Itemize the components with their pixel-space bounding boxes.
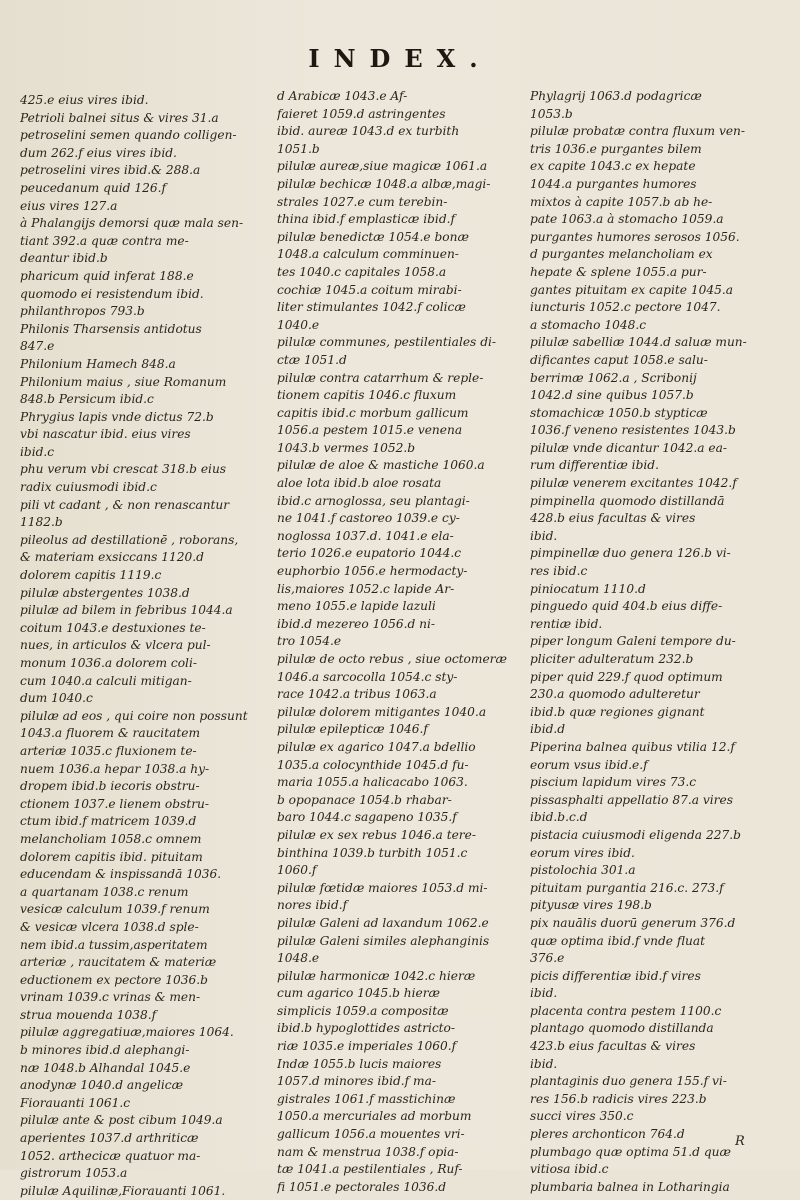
index-entry-line: tro 1054.e bbox=[277, 634, 342, 649]
index-entry-line: ex capite 1043.c ex hepate bbox=[530, 159, 696, 174]
index-entry-line: aperientes 1037.d arthriticæ bbox=[20, 1131, 199, 1146]
index-entry-line: rentiæ ibid. bbox=[530, 616, 603, 631]
index-entry-line: tes 1040.c capitales 1058.a bbox=[277, 264, 447, 279]
index-entry-line: eorum vsus ibid.e.f bbox=[530, 757, 648, 772]
index-entry-line: piper longum Galeni tempore du- bbox=[530, 634, 736, 649]
index-entry-line: dropem ibid.b iecoris obstru- bbox=[20, 779, 200, 794]
index-entry-line: gistrorum 1053.a bbox=[20, 1166, 128, 1181]
index-entry-line: nues, in articulos & vlcera pul- bbox=[20, 638, 211, 653]
index-entry-line: purgantes humores serosos 1056. bbox=[530, 229, 740, 244]
index-entry-line: 1048.e bbox=[277, 951, 320, 966]
index-entry-line: res ibid.c bbox=[530, 564, 588, 579]
index-entry-line: pilulæ ex sex rebus 1046.a tere- bbox=[277, 827, 476, 842]
index-entry-line: pilulæ harmonicæ 1042.c hieræ bbox=[277, 968, 476, 983]
index-entry-line: euphorbio 1056.e hermodacty- bbox=[277, 564, 468, 579]
index-entry-line: gallicum 1056.a mouentes vri- bbox=[277, 1127, 465, 1142]
index-entry-line: nam & menstrua 1038.f opia- bbox=[277, 1144, 459, 1159]
index-entry-line: 1051.b bbox=[277, 141, 320, 156]
index-entry-line: 1182.b bbox=[20, 515, 63, 530]
index-entry-line: pilulæ dolorem mitigantes 1040.a bbox=[277, 704, 487, 719]
index-entry-line: pharicum quid inferat 188.e bbox=[20, 268, 194, 283]
index-entry-line: 1057.d minores ibid.f ma- bbox=[277, 1074, 436, 1089]
index-entry-line: plantago quomodo distillanda bbox=[530, 1021, 714, 1036]
index-entry-line: pinguedo quid 404.b eius diffe- bbox=[530, 599, 723, 614]
index-entry-line: mixtos à capite 1057.b ab he- bbox=[530, 194, 713, 209]
index-entry-line: terio 1026.e eupatorio 1044.c bbox=[277, 546, 462, 561]
index-entry-line: piniocatum 1110.d bbox=[530, 581, 646, 596]
index-entry-line: monum 1036.a dolorem coli- bbox=[20, 656, 197, 670]
index-entry-line: 1043.a fluorem & raucitatem bbox=[20, 726, 201, 741]
index-entry-line: 1043.b vermes 1052.b bbox=[277, 440, 416, 455]
index-entry-line: nuem 1036.a hepar 1038.a hy- bbox=[20, 761, 210, 776]
index-column-right bbox=[530, 88, 776, 1196]
index-entry-line: nem ibid.a tussim,asperitatem bbox=[20, 937, 208, 952]
index-entry-line: pate 1063.a à stomacho 1059.a bbox=[530, 212, 724, 227]
index-entry-line: ctionem 1037.e lienem obstru- bbox=[20, 796, 210, 811]
index-entry-line: anodynæ 1040.d angelicæ bbox=[20, 1078, 184, 1093]
index-entry-line: hepate & splene 1055.a pur- bbox=[530, 264, 707, 279]
index-entry-line: gantes pituitam ex capite 1045.a bbox=[530, 282, 733, 297]
index-entry-line: pilulæ aureæ,siue magicæ 1061.a bbox=[277, 159, 488, 174]
index-entry-line: pilulæ bechicæ 1048.a albæ,magi- bbox=[277, 176, 491, 191]
index-entry-line: ne 1041.f castoreo 1039.e cy- bbox=[277, 511, 460, 526]
index-entry-line: ibid.d bbox=[530, 722, 566, 737]
index-entry-line: 848.b Persicum ibid.c bbox=[20, 392, 154, 407]
index-entry-line: pistacia cuiusmodi eligenda 227.b bbox=[530, 827, 741, 842]
index-entry-line: dolorem capitis ibid. pituitam bbox=[20, 849, 203, 864]
index-entry-line: liter stimulantes 1042.f colicæ bbox=[277, 300, 466, 315]
index-entry-line: iuncturis 1052.c pectore 1047. bbox=[530, 300, 721, 315]
index-entry-line: pilulæ Galeni ad laxandum 1062.e bbox=[277, 915, 489, 930]
index-entry-line: ibid.b quæ regiones gignant bbox=[530, 704, 705, 719]
index-entry-line: pilulæ aggregatiuæ,maiores 1064. bbox=[20, 1025, 234, 1040]
index-entry-line: a stomacho 1048.c bbox=[530, 317, 647, 332]
page-title: INDEX. bbox=[308, 44, 492, 73]
index-entry-line: fi 1051.e pectorales 1036.d bbox=[277, 1179, 447, 1194]
index-entry-line: race 1042.a tribus 1063.a bbox=[277, 687, 437, 702]
index-entry-line: simplicis 1059.a compositæ bbox=[277, 1003, 449, 1018]
index-entry-line: plantaginis duo genera 155.f vi- bbox=[530, 1074, 727, 1089]
index-entry-line: ibid. bbox=[530, 986, 558, 1001]
index-entry-line: 376.e bbox=[530, 951, 565, 966]
index-entry-line: thina ibid.f emplasticæ ibid.f bbox=[277, 212, 456, 227]
index-entry-line: pimpinella quomodo distillandā bbox=[530, 493, 725, 508]
index-entry-line: pityusæ vires 198.b bbox=[530, 898, 652, 913]
index-entry-line: ibid.b.c.d bbox=[530, 810, 588, 825]
index-entry-line: 1050.a mercuriales ad morbum bbox=[277, 1109, 472, 1124]
index-entry-line: eius vires 127.a bbox=[20, 198, 118, 213]
index-entry-line: binthina 1039.b turbith 1051.c bbox=[277, 845, 468, 860]
index-entry-line: capitis ibid.c morbum gallicum bbox=[277, 405, 469, 420]
index-entry-line: ibid.c bbox=[20, 444, 55, 459]
index-entry-line: pilulæ de octo rebus , siue octomeræ bbox=[277, 652, 507, 666]
index-entry-line: pilulæ ex agarico 1047.a bdellio bbox=[277, 739, 476, 754]
index-entry-line: vrinam 1039.c vrinas & men- bbox=[20, 990, 201, 1005]
index-entry-line: pilulæ contra catarrhum & reple- bbox=[277, 370, 484, 385]
index-entry-line: pimpinellæ duo genera 126.b vi- bbox=[530, 546, 731, 561]
index-entry-line: pilulæ epilepticæ 1046.f bbox=[277, 722, 428, 737]
index-column-left bbox=[20, 92, 266, 1200]
index-entry-line: phu verum vbi crescat 318.b eius bbox=[20, 462, 227, 477]
index-entry-line: Philonium maius , siue Romanum bbox=[20, 374, 227, 389]
index-entry-line: tæ 1041.a pestilentiales , Ruf- bbox=[277, 1162, 463, 1177]
index-entry-line: placenta contra pestem 1100.c bbox=[530, 1003, 722, 1018]
index-entry-line: pilulæ abstergentes 1038.d bbox=[20, 585, 190, 600]
index-entry-line: piper quid 229.f quod optimum bbox=[530, 669, 723, 684]
index-entry-line: pistolochia 301.a bbox=[530, 863, 636, 878]
index-entry-line: tiant 392.a quæ contra me- bbox=[20, 233, 189, 248]
index-entry-line: faieret 1059.d astringentes bbox=[277, 106, 446, 121]
index-entry-line: ibid.c arnoglossa, seu plantagi- bbox=[277, 493, 470, 508]
index-column-middle bbox=[277, 88, 523, 1196]
index-entry-line: 230.a quomodo adulteretur bbox=[530, 687, 700, 702]
index-entry-line: 847.e bbox=[20, 339, 55, 354]
index-entry-line: tris 1036.e purgantes bilem bbox=[530, 141, 702, 156]
index-entry-line: ibid.b hypoglottides astricto- bbox=[277, 1021, 456, 1036]
index-entry-line: dificantes caput 1058.e salu- bbox=[530, 352, 708, 367]
index-entry-line: petroselini semen quando colligen- bbox=[20, 128, 237, 143]
index-entry-line: b minores ibid.d alephangi- bbox=[20, 1043, 190, 1058]
index-entry-line: deantur ibid.b bbox=[20, 251, 108, 266]
index-entry-line: Philonium Hamech 848.a bbox=[20, 356, 176, 371]
index-entry-line: coitum 1043.e destuxiones te- bbox=[20, 620, 206, 635]
index-entry-line: philanthropos 793.b bbox=[20, 304, 145, 319]
index-entry-line: 1035.a colocynthide 1045.d fu- bbox=[277, 757, 469, 772]
index-entry-line: pilulæ fœtidæ maiores 1053.d mi- bbox=[277, 880, 488, 895]
index-entry-line: berrimæ 1062.a , Scribonij bbox=[530, 370, 697, 385]
index-entry-line: 1060.f bbox=[277, 863, 317, 878]
index-entry-line: nores ibid.f bbox=[277, 898, 348, 913]
index-entry-line: 425.e eius vires ibid. bbox=[20, 93, 149, 107]
index-entry-line: pilulæ communes, pestilentiales di- bbox=[277, 335, 497, 350]
index-entry-line: ctæ 1051.d bbox=[277, 352, 347, 367]
index-entry-line: ibid. aureæ 1043.d ex turbith bbox=[277, 124, 460, 139]
index-entry-line: 1048.a calculum comminuen- bbox=[277, 247, 459, 262]
index-entry-line: res 156.b radicis vires 223.b bbox=[530, 1091, 707, 1106]
index-entry-line: meno 1055.e lapide lazuli bbox=[277, 599, 436, 614]
index-entry-line: pileolus ad destillationē , roborans, bbox=[20, 532, 239, 547]
index-entry-line: d Arabicæ 1043.e Af- bbox=[277, 89, 408, 103]
index-entry-line: Phrygius lapis vnde dictus 72.b bbox=[20, 409, 214, 424]
index-entry-line: pilulæ ante & post cibum 1049.a bbox=[20, 1113, 223, 1128]
index-entry-line: dum 1040.c bbox=[20, 691, 93, 706]
index-entry-line: tionem capitis 1046.c fluxum bbox=[277, 388, 457, 403]
index-entry-line: baro 1044.c sagapeno 1035.f bbox=[277, 810, 457, 825]
index-entry-line: ibid.d mezereo 1056.d ni- bbox=[277, 616, 436, 631]
index-entry-line: arteriæ 1035.c fluxionem te- bbox=[20, 743, 197, 758]
index-entry-line: ctum ibid.f matricem 1039.d bbox=[20, 814, 197, 829]
index-entry-line: peucedanum quid 126.f bbox=[20, 180, 166, 195]
index-entry-line: quomodo ei resistendum ibid. bbox=[20, 286, 204, 301]
index-entry-line: 1046.a sarcocolla 1054.c sty- bbox=[277, 669, 458, 684]
index-entry-line: radix cuiusmodi ibid.c bbox=[20, 480, 157, 495]
index-entry-line: riæ 1035.e imperiales 1060.f bbox=[277, 1039, 457, 1054]
index-entry-line: & materiam exsiccans 1120.d bbox=[20, 550, 204, 565]
index-entry-line: Fiorauanti 1061.c bbox=[20, 1095, 131, 1110]
index-entry-line: pituitam purgantia 216.c. 273.f bbox=[530, 880, 724, 895]
index-entry-line: petroselini vires ibid.& 288.a bbox=[20, 163, 201, 178]
index-entry-line: vitiosa ibid.c bbox=[530, 1162, 609, 1177]
index-entry-line: dum 262.f eius vires ibid. bbox=[20, 145, 177, 160]
index-entry-line: pleres archonticon 764.d bbox=[530, 1127, 685, 1142]
index-entry-line: a quartanam 1038.c renum bbox=[20, 884, 189, 899]
index-entry-line: eorum vires ibid. bbox=[530, 845, 635, 860]
index-entry-line: piscium lapidum vires 73.c bbox=[530, 775, 697, 790]
index-entry-line: dolorem capitis 1119.c bbox=[20, 568, 162, 583]
index-entry-line: rum differentiæ ibid. bbox=[530, 458, 659, 473]
index-entry-line: pilulæ Aquilinæ,Fiorauanti 1061. bbox=[20, 1183, 226, 1198]
index-entry-line: 428.b eius facultas & vires bbox=[530, 511, 696, 526]
index-entry-line: vesicæ calculum 1039.f renum bbox=[20, 902, 210, 917]
index-entry-line: pliciter adulteratum 232.b bbox=[530, 652, 694, 666]
index-entry-line: 1053.b bbox=[530, 106, 573, 121]
index-entry-line: cum agarico 1045.b hieræ bbox=[277, 986, 441, 1001]
index-entry-line: pilulæ probatæ contra fluxum ven- bbox=[530, 124, 746, 139]
index-entry-line: arteriæ , raucitatem & materiæ bbox=[20, 955, 217, 970]
index-entry-line: pilulæ de aloe & mastiche 1060.a bbox=[277, 458, 485, 473]
index-entry-line: eductionem ex pectore 1036.b bbox=[20, 972, 208, 987]
index-entry-line: 1044.a purgantes humores bbox=[530, 176, 697, 191]
index-entry-line: plumbago quæ optima 51.d quæ bbox=[530, 1144, 731, 1159]
index-entry-line: noglossa 1037.d. 1041.e ela- bbox=[277, 528, 454, 543]
index-entry-line: ibid. bbox=[530, 1056, 558, 1071]
index-entry-line: quæ optima ibid.f vnde fluat bbox=[530, 933, 706, 948]
index-entry-line: pilulæ ad bilem in febribus 1044.a bbox=[20, 603, 233, 618]
index-entry-line: 1036.f veneno resistentes 1043.b bbox=[530, 423, 736, 438]
index-entry-line: ibid. bbox=[530, 528, 558, 543]
index-entry-line: melancholiam 1058.c omnem bbox=[20, 831, 202, 846]
index-entry-line: Philonis Tharsensis antidotus bbox=[20, 321, 202, 336]
index-entry-line: 1052. arthecicæ quatuor ma- bbox=[20, 1148, 201, 1163]
index-entry-line: pili vt cadant , & non renascantur bbox=[20, 497, 230, 512]
index-entry-line: 1040.e bbox=[277, 317, 320, 332]
signature-mark: R bbox=[735, 1134, 745, 1149]
index-entry-line: à Phalangijs demorsi quæ mala sen- bbox=[20, 216, 244, 231]
index-entry-line: maria 1055.a halicacabo 1063. bbox=[277, 775, 468, 790]
index-entry-line: strua mouenda 1038.f bbox=[20, 1007, 157, 1022]
index-entry-line: educendam & inspissandā 1036. bbox=[20, 867, 222, 882]
index-entry-line: Phylagrij 1063.d podagricæ bbox=[530, 89, 702, 103]
index-entry-line: strales 1027.e cum terebin- bbox=[277, 194, 448, 209]
index-entry-line: stomachicæ 1050.b stypticæ bbox=[530, 405, 708, 420]
index-entry-line: picis differentiæ ibid.f vires bbox=[530, 968, 701, 983]
index-entry-line: succi vires 350.c bbox=[530, 1109, 634, 1124]
index-entry-line: pissasphalti appellatio 87.a vires bbox=[530, 792, 733, 807]
index-entry-line: 1056.a pestem 1015.e venena bbox=[277, 423, 463, 438]
index-entry-line: Piperina balnea quibus vtilia 12.f bbox=[530, 739, 735, 754]
index-entry-line: pilulæ vnde dicantur 1042.a ea- bbox=[530, 440, 728, 455]
index-entry-line: gistrales 1061.f masstichinæ bbox=[277, 1091, 456, 1106]
index-entry-line: Petrioli balnei situs & vires 31.a bbox=[20, 110, 219, 125]
index-entry-line: pilulæ venerem excitantes 1042.f bbox=[530, 476, 737, 491]
index-entry-line: pilulæ benedictæ 1054.e bonæ bbox=[277, 229, 469, 244]
index-entry-line: næ 1048.b Alhandal 1045.e bbox=[20, 1060, 191, 1075]
index-entry-line: d purgantes melancholiam ex bbox=[530, 247, 713, 262]
index-entry-line: Indæ 1055.b lucis maiores bbox=[277, 1056, 442, 1071]
index-entry-line: pilulæ Galeni similes alephanginis bbox=[277, 933, 490, 948]
index-entry-line: 1042.d sine quibus 1057.b bbox=[530, 388, 694, 403]
index-entry-line: cochiæ 1045.a coitum mirabi- bbox=[277, 282, 462, 297]
index-entry-line: lis,maiores 1052.c lapide Ar- bbox=[277, 581, 455, 596]
index-entry-line: aloe lota ibid.b aloe rosata bbox=[277, 476, 442, 491]
index-entry-line: 423.b eius facultas & vires bbox=[530, 1039, 696, 1054]
index-entry-line: pilulæ ad eos , qui coire non possunt bbox=[20, 708, 248, 723]
index-entry-line: cum 1040.a calculi mitigan- bbox=[20, 673, 192, 688]
index-entry-line: vbi nascatur ibid. eius vires bbox=[20, 427, 191, 442]
index-entry-line: & vesicæ vlcera 1038.d sple- bbox=[20, 919, 199, 934]
index-entry-line: pilulæ sabelliæ 1044.d saluæ mun- bbox=[530, 335, 747, 350]
index-entry-line: b opopanace 1054.b rhabar- bbox=[277, 792, 452, 807]
index-entry-line: plumbaria balnea in Lotharingia bbox=[530, 1179, 730, 1194]
index-entry-line: pix nauālis duorū generum 376.d bbox=[530, 915, 736, 930]
